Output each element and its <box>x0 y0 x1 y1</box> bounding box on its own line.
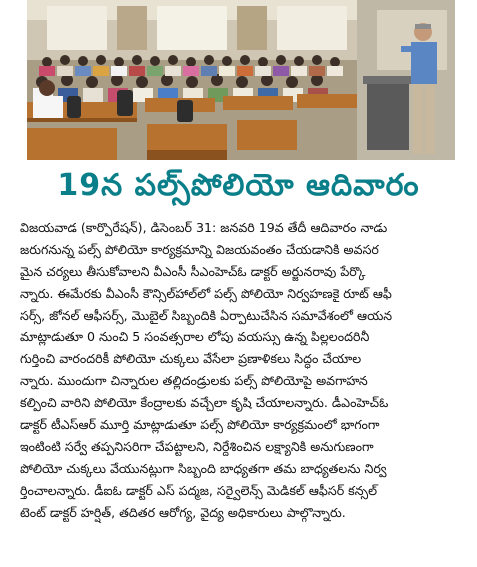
article-line: గుర్తించి వారందరికీ పోలియో చుక్కలు వేసేలా ప్రణాళికలు సిద్ధం చేయాల <box>20 351 362 367</box>
article-line: పోలియో చుక్కలు వేయునట్లుగా సిబ్బంది బాధ్యతగా తమ బాధ్యతలను నిర్వ <box>20 460 387 476</box>
article-line: కల్పించి వారిని పోలియో కేంద్రాలకు వచ్చేలా కృషి చేయాలన్నారు. డీఎంహెచ్ఓ <box>20 395 389 411</box>
article-line: సర్స్, జోనల్ ఆఫీసర్స్, మొబైల్ సిబ్బందికి ఏర్పాటుచేసిన సమావేశంలో ఆయన <box>20 307 393 323</box>
article-line: ఇంటింటి సర్వే తప్పనిసరిగా చేపట్టాలని, నిర్దేశించిన లక్ష్యానికి అనుగుణంగా <box>20 438 374 454</box>
article-line: విజయవాడ (కార్పొరేషన్), డిసెంబర్ 31: జనవరి 19వ తేదీ ఆదివారం నాడు <box>20 220 388 235</box>
meeting-photo-illustration <box>27 0 455 160</box>
article-line: టెంట్ డాక్టర్ హర్షిత్, తదితర ఆరోగ్య, వైద్య అధికారులు పాల్గొన్నారు. <box>20 504 346 520</box>
article-line: న్నారు. ముందుగా చిన్నారుల తల్లిదండ్రులకు పల్స్ పోలియోపై అవగాహన <box>20 373 368 389</box>
article-body <box>20 217 467 523</box>
article-line: న్నారు. ఈమేరకు వీఎంసీ కౌన్సిల్‌హాల్‌లో పల్స్ పోలియో నిర్వహణకై రూట్ ఆఫీ <box>20 285 392 301</box>
article-line: మాట్లాడుతూ 0 నుంచి 5 సంవత్సరాల లోపు వయస్సు ఉన్న పిల్లలందరినీ <box>20 329 370 345</box>
article-line: డాక్టర్ టీఎస్ఆర్ మూర్తి మాట్లాడుతూ పల్స్ పోలియో కార్యక్రమంలో భాగంగా <box>20 417 380 433</box>
headline: 19న పల్స్‌పోలియో ఆదివారం <box>57 168 420 203</box>
meeting-photo <box>27 0 455 160</box>
article-line: మైన చర్యలు తీసుకోవాలని వీఎంసీ సీఎంహెచ్ఓ డాక్టర్ అర్జునరావు పేర్కొ <box>20 263 366 279</box>
article-line: ర్తించాలన్నారు. డీఐఓ డాక్టర్ ఎస్ పద్మజ, సర్వైలెన్స్ మెడికల్ ఆఫీసర్ కన్సల్ <box>20 482 378 498</box>
article-line: జరుగనున్న పల్స్ పోలియో కార్యక్రమాన్ని విజయవంతం చేయడానికి అవసర <box>20 241 379 257</box>
